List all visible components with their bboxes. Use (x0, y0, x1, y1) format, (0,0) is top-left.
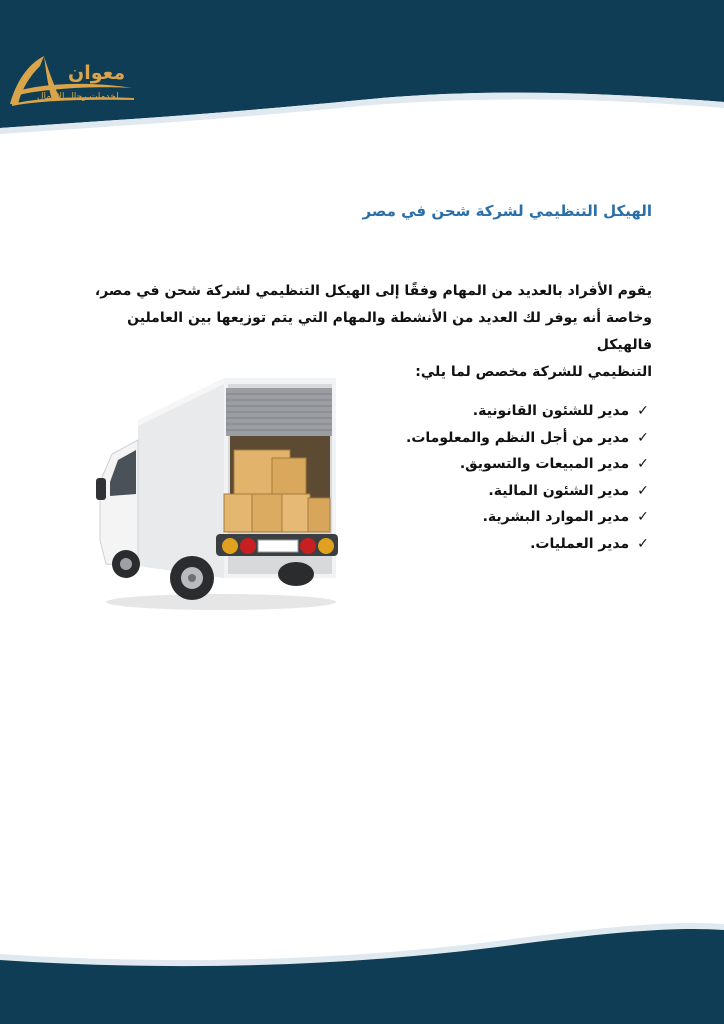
intro-line: وخاصة أنه يوفر لك العديد من الأنشطة والمهام التي يتم توزيعها بين العاملين فالهيكل (127, 310, 652, 353)
list-item (392, 531, 652, 558)
check-icon: ✓ (637, 482, 649, 499)
check-icon: ✓ (637, 403, 649, 419)
roles-list (392, 398, 652, 557)
list-item (392, 451, 652, 478)
delivery-truck-icon (96, 370, 346, 615)
check-icon: ✓ (637, 535, 649, 552)
intro-line: يقوم الأفراد بالعديد من المهام وفقًا إلى الهيكل التنظيمي لشركة شحن في مصر، (94, 283, 652, 299)
page-title: الهيكل التنظيمي لشركة شحن في مصر (362, 202, 652, 220)
check-icon: ✓ (637, 456, 649, 472)
list-item (392, 425, 652, 452)
footer-band (0, 929, 724, 1024)
intro-line: التنظيمي للشركة مخصص لما يلي: (415, 364, 652, 380)
role-label: مدير للشئون القانونية. (472, 403, 630, 419)
brand-tagline: لخدمات رجال الاعمال (37, 92, 119, 102)
list-item (392, 504, 652, 531)
role-label: مدير العمليات. (530, 535, 630, 552)
list-item (392, 398, 652, 425)
list-item (392, 478, 652, 505)
role-label: مدير المبيعات والتسويق. (459, 456, 630, 472)
brand-name: معوان (68, 62, 126, 84)
role-label: مدير الموارد البشرية. (482, 509, 630, 525)
role-label: مدير الشئون المالية. (488, 482, 630, 499)
role-label: مدير من أجل النظم والمعلومات. (406, 429, 630, 446)
check-icon: ✓ (637, 509, 649, 525)
check-icon: ✓ (637, 429, 649, 446)
